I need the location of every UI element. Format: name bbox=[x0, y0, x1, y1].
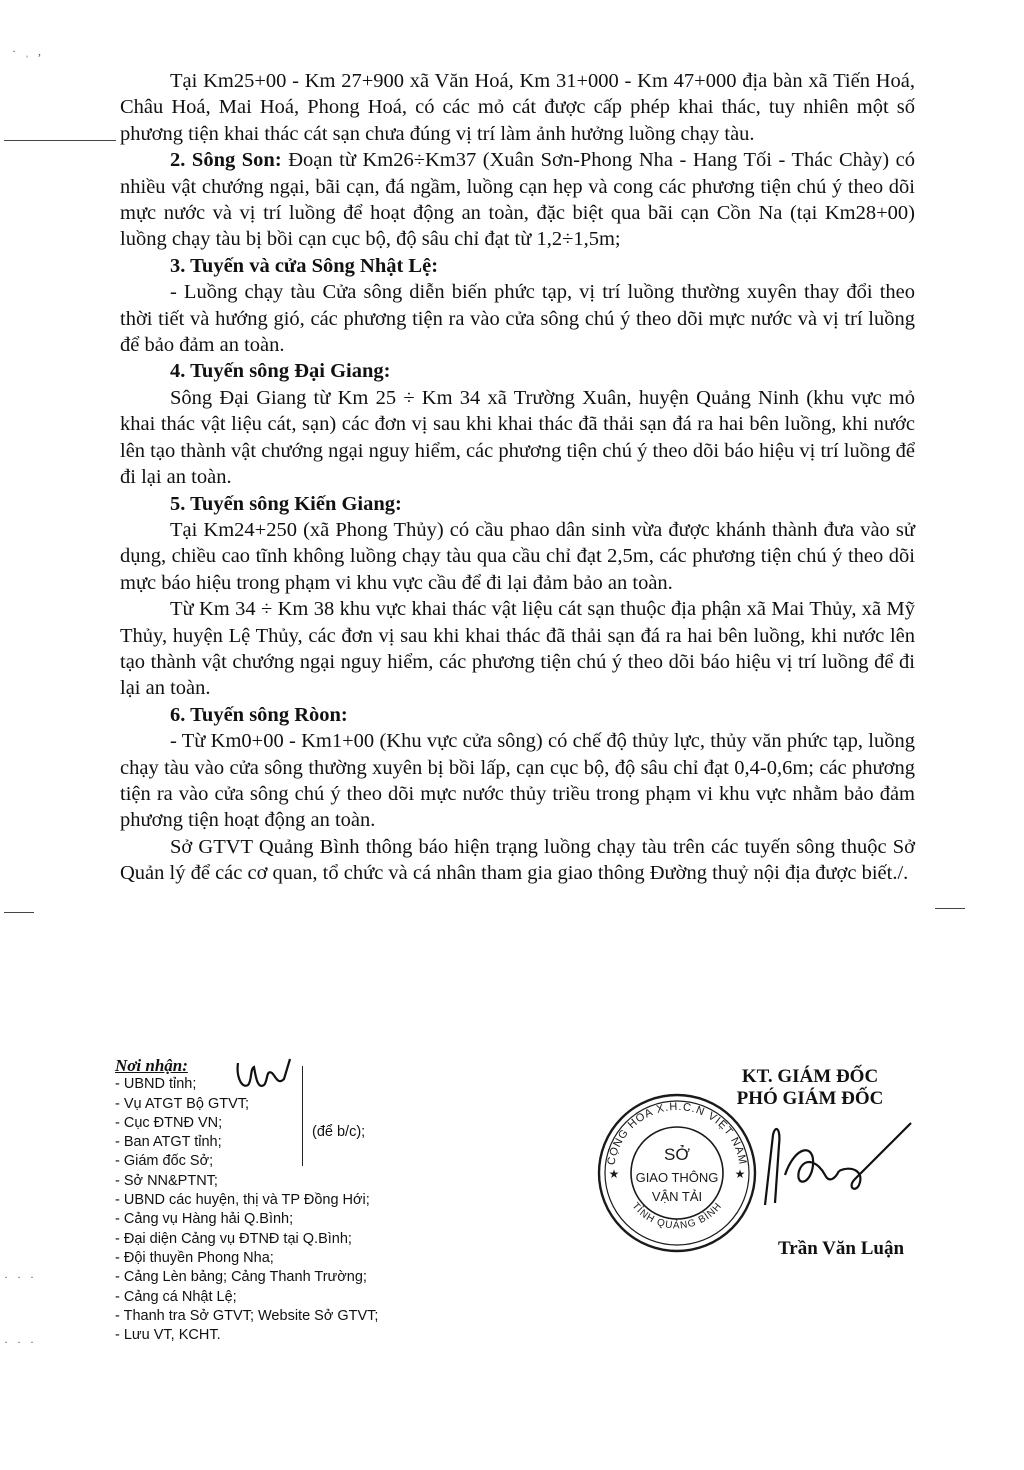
section-6-text: - Từ Km0+00 - Km1+00 (Khu vực cửa sông) có chế độ thủy lực, thủy văn phức tạp, luồng chạy tàu vào cửa sông thường xuyên bị bồi lấp, cạn cục bộ, độ sâu chỉ đạt 0,4-0,6m; các phương tiện ra vào cửa sông chú ý theo dõi mực nước thủy triều trong phạm vi khu vực nhằm bảo đảm phương tiện hoạt động an toàn. bbox=[120, 730, 915, 832]
section-3-text: - Luồng chạy tàu Cửa sông diễn biến phức tạp, vị trí luồng thường xuyên thay đổi theo thời tiết và hướng gió, các phương tiện ra vào cửa sông chú ý theo dõi mực nước và vị trí luồng để bảo đảm an toàn. bbox=[120, 281, 915, 357]
recipient-item: - Cảng cá Nhật Lệ; bbox=[115, 1288, 237, 1305]
stamp-center-3: VẬN TẢI bbox=[651, 1189, 703, 1204]
recipient-item: - Cảng vụ Hàng hải Q.Bình; bbox=[115, 1211, 294, 1228]
section-2-heading: 2. Sông Son: bbox=[170, 149, 282, 172]
report-note: (để b/c); bbox=[312, 1124, 366, 1140]
handwritten-signature bbox=[755, 1115, 915, 1215]
scan-noise-left-2: · · · bbox=[4, 1335, 37, 1349]
scan-line-right bbox=[935, 908, 965, 909]
recipient-item: - Lưu VT, KCHT. bbox=[115, 1327, 221, 1344]
recipient-item: - Đại diện Cảng vụ ĐTNĐ tại Q.Bình; bbox=[115, 1230, 352, 1247]
scan-line-left-2 bbox=[4, 912, 34, 913]
recipients-title: Nơi nhận: bbox=[115, 1056, 188, 1075]
recipient-item: - Giám đốc Sở; bbox=[115, 1153, 214, 1170]
section-2 bbox=[120, 147, 915, 253]
body-text bbox=[120, 68, 915, 887]
recipient-item: - UBND tỉnh; bbox=[115, 1076, 197, 1093]
signature-title-2: PHÓ GIÁM ĐỐC bbox=[736, 1088, 884, 1109]
scan-line-left bbox=[4, 140, 116, 141]
recipient-item: - UBND các huyện, thị và TP Đồng Hới; bbox=[115, 1192, 370, 1209]
recipient-item: - Ban ATGT tỉnh; bbox=[115, 1134, 222, 1151]
section-4-text: Sông Đại Giang từ Km 25 ÷ Km 34 xã Trường Xuân, huyện Quảng Ninh (khu vực mỏ khai thác vật liệu cát, sạn) các đơn vị sau khi khai thác đã thải sạn đá ra hai bên luồng, khi nước lên tạo thành vật chướng ngại nguy hiểm, các phương tiện chú ý theo dõi báo hiệu vị trí luồng để đi lại an toàn. bbox=[120, 386, 915, 489]
recipient-item: - Cục ĐTNĐ VN; bbox=[115, 1114, 223, 1131]
section-5-text-2: Từ Km 34 ÷ Km 38 khu vực khai thác vật liệu cát sạn thuộc địa phận xã Mai Thủy, xã Mỹ Thủy, huyện Lệ Thủy, các đơn vị sau khi khai thác đã thải sạn đá ra hai bên luồng, khi nước lên tạo thành vật chướng ngại nguy hiểm, các phương tiện chú ý theo dõi báo hiệu vị trí luồng để đi lại an toàn. bbox=[120, 598, 915, 700]
section-6-heading: 6. Tuyến sông Ròon: bbox=[170, 703, 348, 726]
stamp-center-1: SỞ bbox=[664, 1145, 690, 1164]
initial-mark bbox=[232, 1055, 292, 1095]
stamp-star-left-icon: ★ bbox=[608, 1167, 620, 1181]
recipient-item: - Đội thuyền Phong Nha; bbox=[115, 1249, 274, 1266]
scan-noise-left: · · · bbox=[4, 1270, 37, 1284]
stamp-center-2: GIAO THÔNG bbox=[635, 1170, 719, 1185]
stamp-bottom-text: TỈNH QUẢNG BÌNH bbox=[629, 1200, 725, 1232]
paragraph-intro: Tại Km25+00 - Km 27+900 xã Văn Hoá, Km 31+000 - Km 47+000 địa bàn xã Tiến Hoá, Châu Hoá, Mai Hoá, Phong Hoá, có các mỏ cát được cấp phép khai thác, tuy nhiên một số phương tiện khai thác cát sạn chưa đúng vị trí làm ảnh hưởng luồng chạy tàu. bbox=[120, 70, 915, 145]
section-3-heading: 3. Tuyến và cửa Sông Nhật Lệ: bbox=[170, 254, 439, 277]
stamp-star-right-icon: ★ bbox=[734, 1167, 746, 1181]
closing-paragraph: Sở GTVT Quảng Bình thông báo hiện trạng luồng chạy tàu trên các tuyến sông thuộc Sở Quản lý để các cơ quan, tổ chức và cá nhân tham gia giao thông Đường thuỷ nội địa được biết./. bbox=[120, 835, 915, 885]
section-5-text-1: Tại Km24+250 (xã Phong Thủy) có cầu phao dân sinh vừa được khánh thành đưa vào sử dụng, chiều cao tĩnh không luồng chạy tàu qua cầu chỉ đạt 2,5m, các phương tiện chú ý theo dõi mực báo hiệu trong phạm vi khu vực cầu để đi lại đảm bảo an toàn. bbox=[120, 518, 915, 594]
signer-name: Trần Văn Luận bbox=[778, 1238, 905, 1259]
scan-noise-top-left: · ˌ , bbox=[12, 44, 44, 58]
recipient-item: - Cảng Lèn bảng; Cảng Thanh Trường; bbox=[115, 1269, 367, 1286]
section-4-heading: 4. Tuyến sông Đại Giang: bbox=[170, 360, 391, 383]
recipient-item: - Vụ ATGT Bộ GTVT; bbox=[115, 1095, 250, 1112]
official-stamp bbox=[592, 1088, 762, 1258]
recipients-block bbox=[115, 1056, 535, 1345]
recipient-item: - Thanh tra Sở GTVT; Website Sở GTVT; bbox=[115, 1307, 379, 1324]
signature-title-1: KT. GIÁM ĐỐC bbox=[741, 1066, 879, 1087]
section-5-heading: 5. Tuyến sông Kiến Giang: bbox=[170, 492, 402, 515]
recipients-bracket bbox=[302, 1066, 303, 1166]
recipient-item: - Sở NN&PTNT; bbox=[115, 1172, 218, 1189]
recipients-list bbox=[115, 1075, 535, 1345]
stamp-top-text: CỘNG HÒA X.H.C.N VIỆT NAM bbox=[605, 1100, 749, 1167]
section-2-text: Đoạn từ Km26÷Km37 (Xuân Sơn-Phong Nha - Hang Tối - Thác Chày) có nhiều vật chướng ngại, bãi cạn, đá ngầm, luồng cạn hẹp và cong các phương tiện chú ý theo dõi mực nước và vị trí luồng để hoạt động an toàn, đặc biệt qua bãi cạn Cồn Na (tại Km28+00) luồng chạy tàu bị bồi cạn cục bộ, độ sâu chỉ đạt từ 1,2÷1,5m; bbox=[120, 149, 916, 251]
